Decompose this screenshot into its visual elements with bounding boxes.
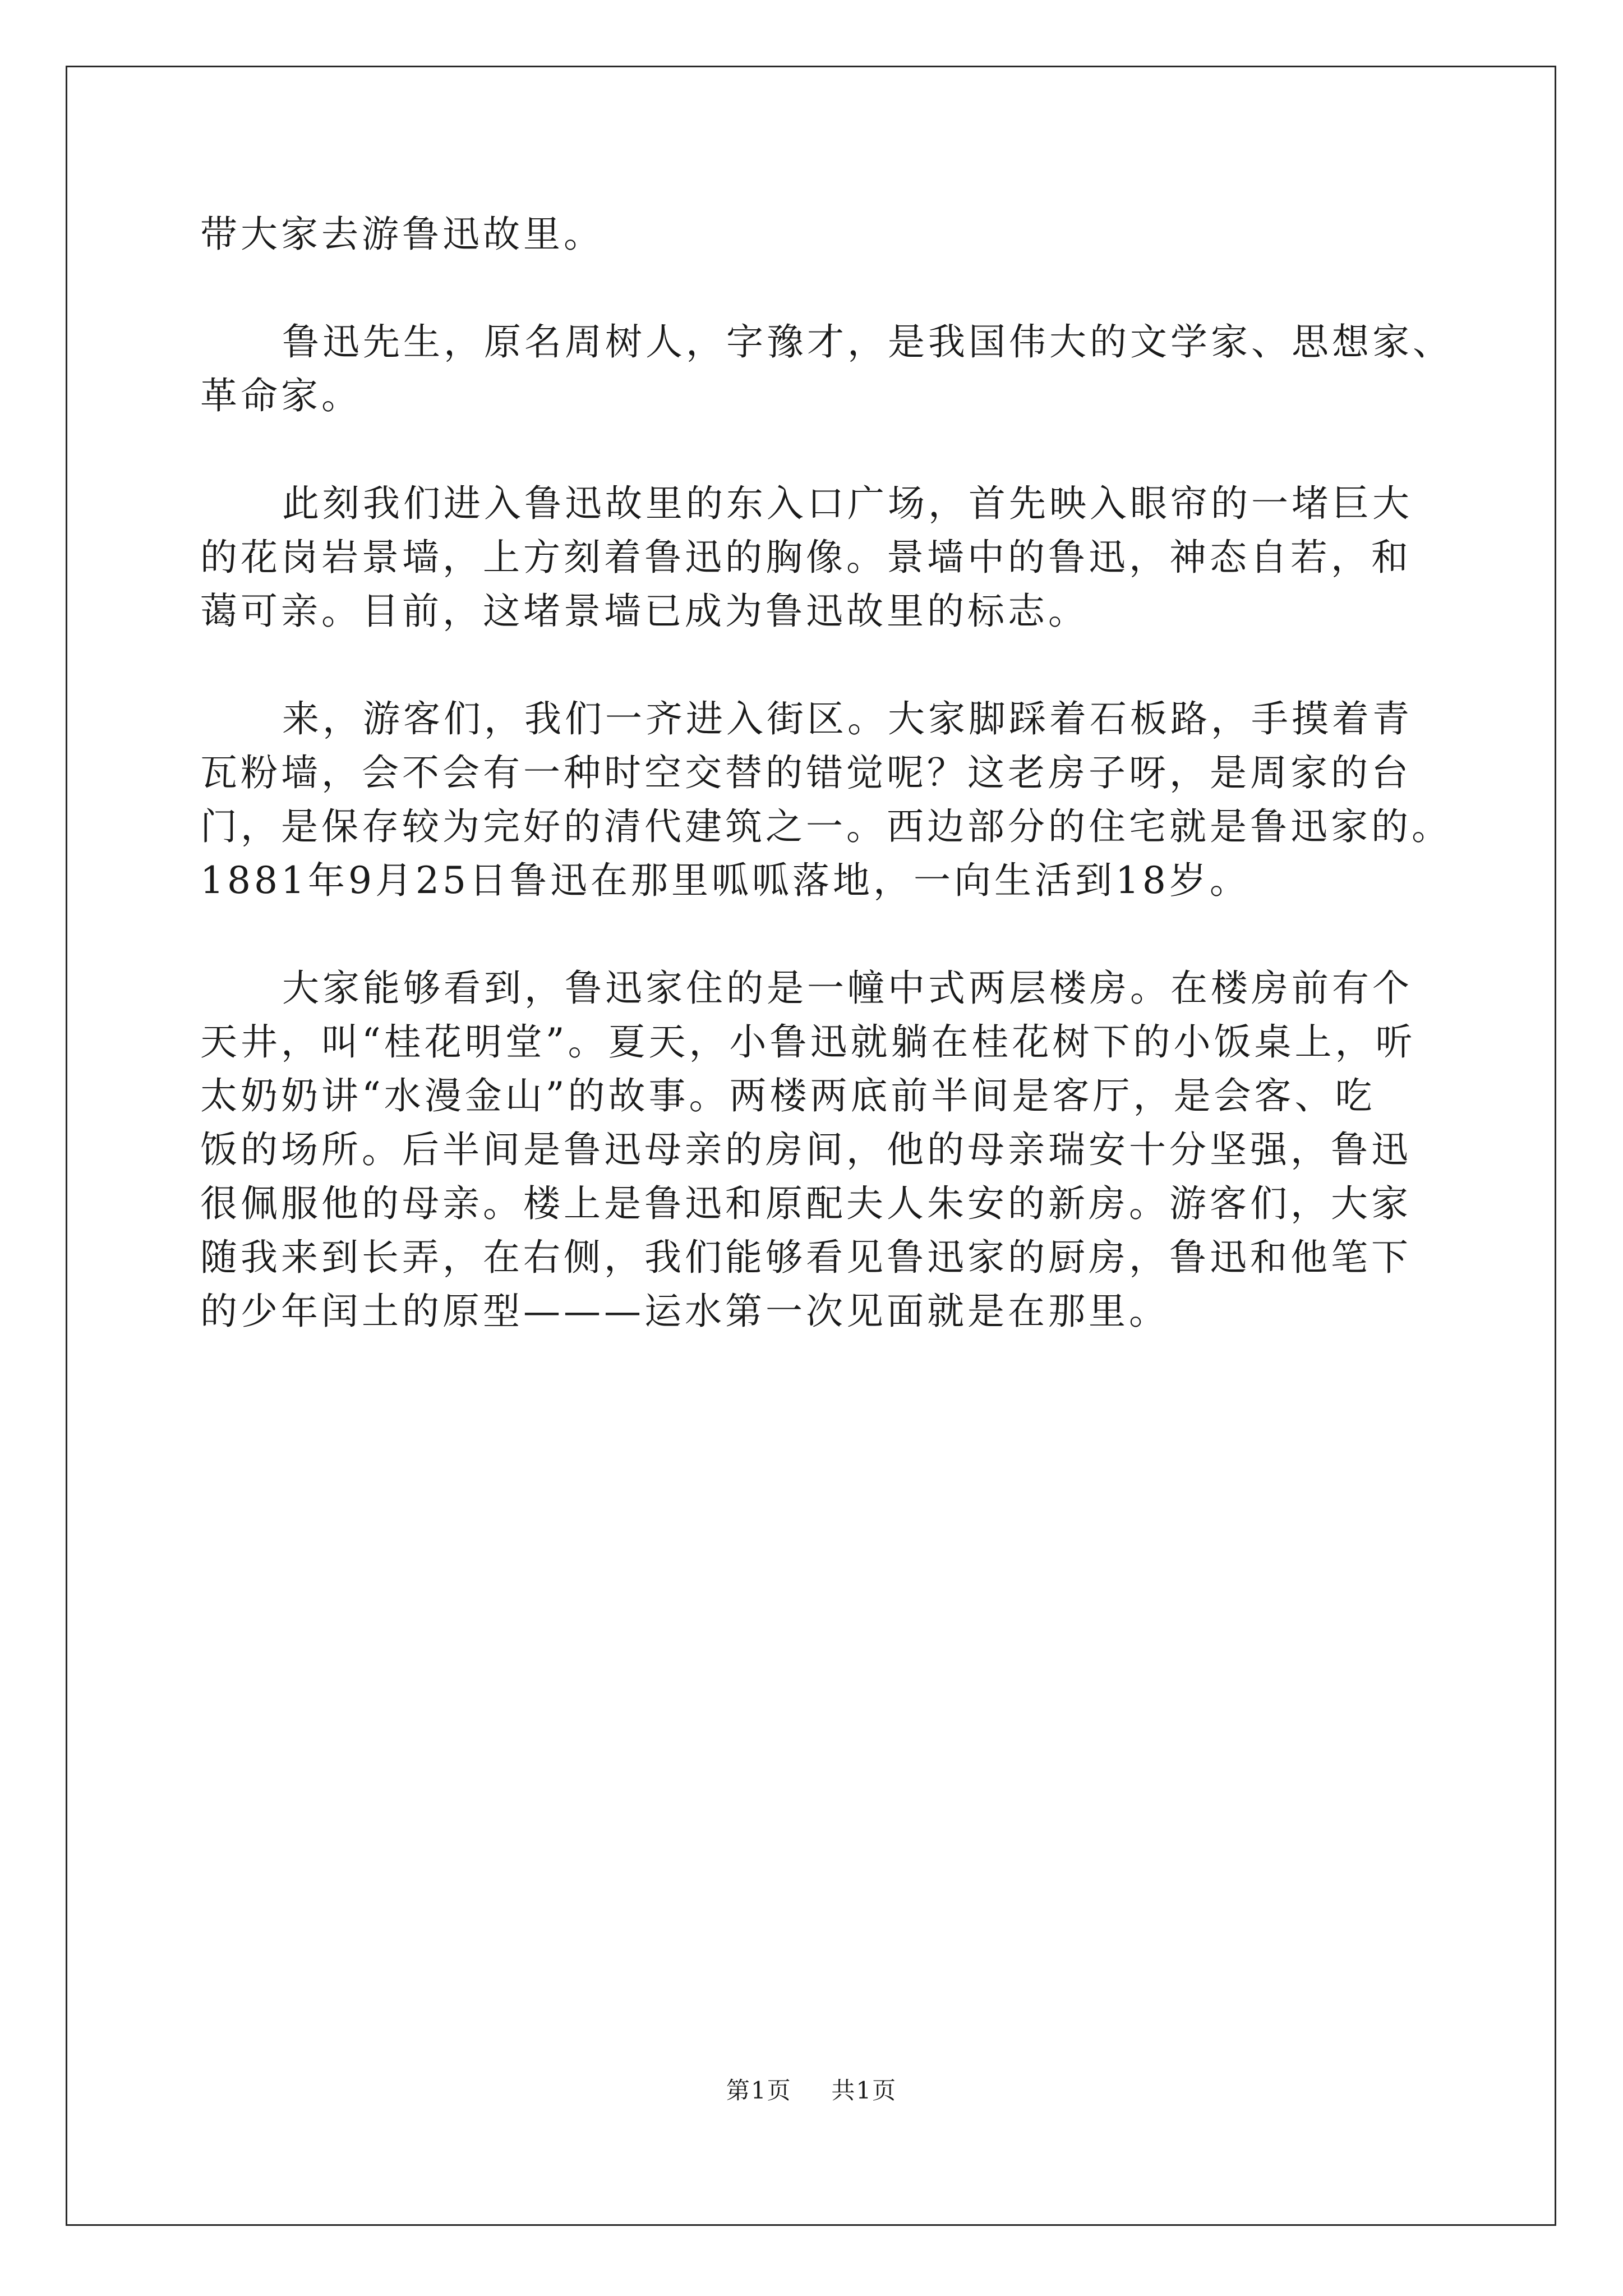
text-line: 随我来到长弄，在右侧，我们能够看见鲁迅家的厨房，鲁迅和他笔下 bbox=[200, 1236, 1412, 1279]
text-line: 带大家去游鲁迅故里。 bbox=[200, 213, 604, 256]
text-line: 1881年9月25日鲁迅在那里呱呱落地，一向生活到18岁。 bbox=[200, 859, 1250, 902]
text-line: 太奶奶讲“水漫金山”的故事。两楼两底前半间是客厅，是会客、吃 bbox=[200, 1074, 1376, 1117]
text-line: 大家能够看到，鲁迅家住的是一幢中式两层楼房。在楼房前有个 bbox=[282, 967, 1413, 1010]
text-line: 此刻我们进入鲁迅故里的东入口广场，首先映入眼帘的一堵巨大 bbox=[282, 482, 1413, 525]
text-line: 鲁迅先生，原名周树人，字豫才，是我国伟大的文学家、思想家、 bbox=[282, 320, 1453, 364]
text-line: 很佩服他的母亲。楼上是鲁迅和原配夫人朱安的新房。游客们，大家 bbox=[200, 1182, 1412, 1225]
text-line: 来，游客们，我们一齐进入街区。大家脚踩着石板路，手摸着青 bbox=[282, 697, 1413, 740]
text-line: 革命家。 bbox=[200, 374, 362, 417]
text-line: 蔼可亲。目前，这堵景墙已成为鲁迅故里的标志。 bbox=[200, 590, 1089, 633]
page-number: 第1页 bbox=[726, 2077, 792, 2104]
text-line: 瓦粉墙，会不会有一种时空交替的错觉呢？这老房子呀，是周家的台 bbox=[200, 751, 1412, 794]
page-total: 共1页 bbox=[831, 2077, 897, 2104]
text-line: 天井，叫“桂花明堂”。夏天，小鲁迅就躺在桂花树下的小饭桌上，听 bbox=[200, 1020, 1416, 1064]
text-line: 门，是保存较为完好的清代建筑之一。西边部分的住宅就是鲁迅家的。 bbox=[200, 805, 1452, 848]
text-line: 的花岗岩景墙，上方刻着鲁迅的胸像。景墙中的鲁迅，神态自若，和 bbox=[200, 536, 1412, 579]
text-line: 饭的场所。后半间是鲁迅母亲的房间，他的母亲瑞安十分坚强，鲁迅 bbox=[200, 1128, 1412, 1171]
text-line: 的少年闰土的原型———运水第一次见面就是在那里。 bbox=[200, 1290, 1169, 1333]
page-footer bbox=[0, 2074, 1623, 2108]
document-body bbox=[200, 208, 1453, 1338]
